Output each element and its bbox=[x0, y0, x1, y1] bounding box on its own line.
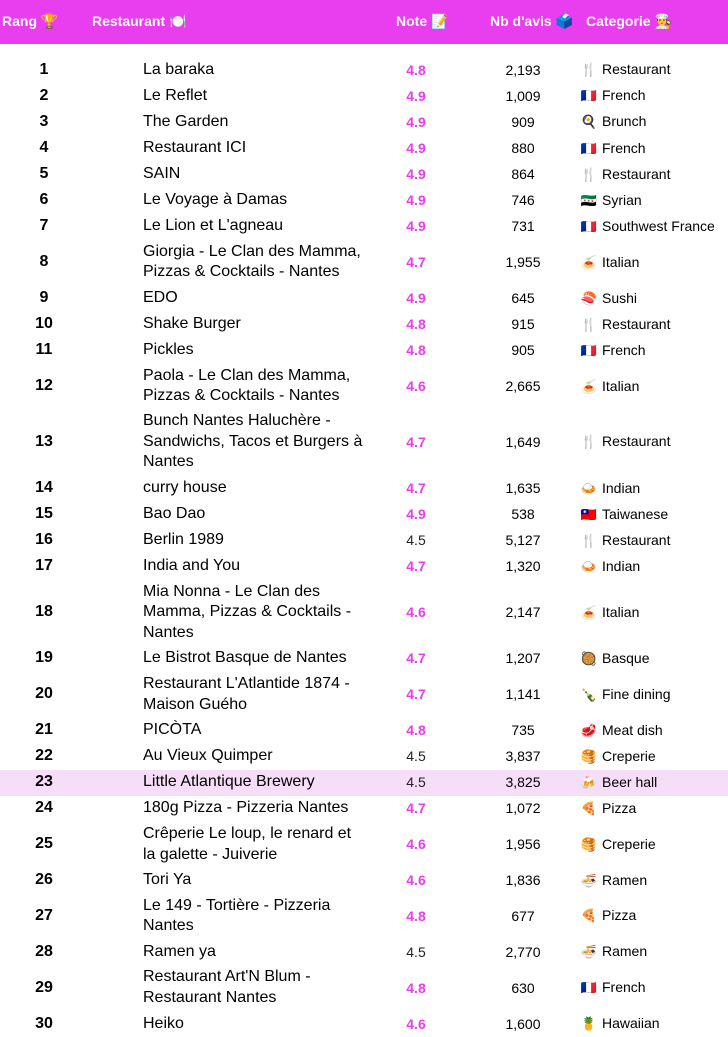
category-cell bbox=[580, 527, 728, 553]
rank-cell bbox=[0, 743, 88, 769]
table-row[interactable] bbox=[0, 822, 728, 868]
header-note[interactable]: Note 📝 bbox=[396, 13, 449, 29]
review-count: 1,955 bbox=[505, 254, 541, 271]
header-categorie[interactable]: Categorie 👨‍🍳 bbox=[586, 13, 672, 29]
restaurant-name: Bao Dao bbox=[143, 505, 206, 523]
header-restaurant[interactable]: Restaurant 🍽️ bbox=[92, 13, 187, 29]
category-icon: 🍴 bbox=[580, 434, 598, 450]
rank-cell bbox=[0, 646, 88, 672]
rank-value: 16 bbox=[35, 531, 53, 549]
rank-value: 30 bbox=[35, 1014, 53, 1032]
header-avis[interactable]: Nb d'avis 🗳️ bbox=[490, 13, 574, 29]
note-value: 4.8 bbox=[406, 342, 426, 359]
rank-cell bbox=[0, 337, 88, 363]
category-icon: 🍾 bbox=[580, 686, 598, 702]
category-cell bbox=[580, 822, 728, 868]
header-rang[interactable]: Rang 🏆 bbox=[2, 13, 59, 29]
review-count: 630 bbox=[511, 979, 535, 996]
category-label: Restaurant bbox=[602, 531, 671, 548]
review-count: 1,207 bbox=[505, 650, 541, 667]
restaurant-name: India and You bbox=[143, 557, 240, 575]
restaurant-name: curry house bbox=[143, 479, 227, 497]
table-row[interactable] bbox=[0, 57, 728, 83]
table-row[interactable] bbox=[0, 867, 728, 893]
table-row[interactable] bbox=[0, 743, 728, 769]
review-count: 3,837 bbox=[505, 748, 541, 765]
table-row[interactable] bbox=[0, 311, 728, 337]
review-count: 1,836 bbox=[505, 872, 541, 889]
rank-value: 7 bbox=[39, 217, 49, 235]
note-value: 4.7 bbox=[406, 480, 426, 497]
rank-cell bbox=[0, 109, 88, 135]
category-icon: 🍻 bbox=[580, 774, 598, 790]
category-icon: 🍝 bbox=[580, 378, 598, 394]
restaurant-name: Restaurant ICI bbox=[143, 139, 247, 157]
category-icon: 🇫🇷 bbox=[580, 218, 598, 234]
restaurant-name: Giorgia - Le Clan des Mamma, Pizzas & Cocktails - Nantes bbox=[143, 242, 361, 281]
category-label: French bbox=[602, 341, 646, 358]
category-icon: 🇫🇷 bbox=[580, 342, 598, 358]
note-value: 4.9 bbox=[406, 166, 426, 183]
note-value: 4.9 bbox=[406, 506, 426, 523]
category-cell bbox=[580, 311, 728, 337]
restaurant-name: EDO bbox=[143, 289, 178, 307]
rank-value: 15 bbox=[35, 505, 53, 523]
rank-value: 24 bbox=[35, 799, 53, 817]
category-label: Sushi bbox=[602, 289, 638, 306]
category-label: Italian bbox=[602, 603, 640, 620]
rank-cell bbox=[0, 672, 88, 718]
category-cell bbox=[580, 743, 728, 769]
category-cell bbox=[580, 409, 728, 475]
category-icon: 🍍 bbox=[580, 1016, 598, 1032]
rank-value: 11 bbox=[35, 341, 53, 359]
restaurant-name: Paola - Le Clan des Mamma, Pizzas & Cocktails - Nantes bbox=[143, 366, 351, 405]
review-count: 915 bbox=[511, 316, 535, 333]
category-cell bbox=[580, 770, 728, 796]
restaurant-name: Bunch Nantes Haluchère - Sandwichs, Tacos et Burgers à Nantes bbox=[143, 412, 363, 471]
note-value: 4.9 bbox=[406, 113, 426, 130]
rank-value: 14 bbox=[35, 479, 53, 497]
rank-value: 28 bbox=[35, 942, 53, 960]
restaurant-name: SAIN bbox=[143, 165, 181, 183]
table-row[interactable] bbox=[0, 337, 728, 363]
category-label: Indian bbox=[602, 557, 641, 574]
table-row[interactable] bbox=[0, 501, 728, 527]
restaurant-name: La baraka bbox=[143, 60, 215, 78]
rank-value: 23 bbox=[35, 773, 53, 791]
category-label: Syrian bbox=[602, 191, 642, 208]
category-icon: 🍴 bbox=[580, 62, 598, 78]
table-row[interactable] bbox=[0, 646, 728, 672]
note-value: 4.5 bbox=[406, 943, 426, 960]
rank-value: 12 bbox=[35, 377, 53, 395]
restaurant-name: PICÒTA bbox=[143, 721, 202, 739]
restaurant-name: Au Vieux Quimper bbox=[143, 747, 273, 765]
category-cell bbox=[580, 187, 728, 213]
rank-cell bbox=[0, 501, 88, 527]
table-row[interactable] bbox=[0, 717, 728, 743]
note-value: 4.5 bbox=[366, 770, 466, 796]
category-label: Creperie bbox=[602, 835, 656, 852]
note-value: 4.7 bbox=[406, 650, 426, 667]
note-value: 4.6 bbox=[406, 604, 426, 621]
rank-cell bbox=[0, 580, 88, 646]
rank-cell bbox=[0, 475, 88, 501]
rank-cell bbox=[0, 285, 88, 311]
table-header bbox=[0, 0, 728, 44]
category-cell bbox=[580, 214, 728, 240]
rank-value: 17 bbox=[35, 557, 53, 575]
rank-value: 6 bbox=[39, 191, 49, 209]
category-label: Restaurant bbox=[602, 61, 671, 78]
table-row[interactable] bbox=[0, 580, 728, 646]
category-icon: 🇹🇼 bbox=[580, 506, 598, 522]
category-cell bbox=[580, 867, 728, 893]
category-icon: 🇫🇷 bbox=[580, 88, 598, 104]
note-value: 4.7 bbox=[406, 254, 426, 271]
note-value: 4.7 bbox=[406, 558, 426, 575]
note-value: 4.7 bbox=[406, 800, 426, 817]
category-label: Brunch bbox=[602, 113, 647, 130]
category-cell bbox=[580, 337, 728, 363]
category-icon: 🍝 bbox=[580, 254, 598, 270]
rank-cell bbox=[0, 409, 88, 475]
category-cell bbox=[580, 965, 728, 1011]
rank-cell bbox=[0, 83, 88, 109]
review-count: 909 bbox=[511, 113, 535, 130]
category-icon: 🍛 bbox=[580, 558, 598, 574]
review-count: 905 bbox=[511, 342, 535, 359]
table-row[interactable] bbox=[0, 364, 728, 410]
rank-value: 29 bbox=[35, 978, 53, 996]
rank-value: 4 bbox=[39, 139, 49, 157]
restaurant-name: Crêperie Le loup, le renard et la galette - Juiverie bbox=[143, 825, 352, 863]
review-count: 677 bbox=[511, 907, 535, 924]
note-value: 4.7 bbox=[406, 686, 426, 703]
note-value: 4.9 bbox=[406, 218, 426, 235]
category-cell bbox=[580, 501, 728, 527]
note-value: 4.5 bbox=[406, 748, 426, 765]
rank-cell bbox=[0, 57, 88, 83]
review-count: 5,127 bbox=[505, 532, 541, 549]
restaurant-name: Berlin 1989 bbox=[143, 531, 224, 549]
category-label: Taiwanese bbox=[602, 505, 669, 522]
category-cell bbox=[580, 475, 728, 501]
ranking-table bbox=[0, 57, 728, 1037]
category-label: Restaurant bbox=[602, 433, 671, 450]
category-icon: 🇫🇷 bbox=[580, 140, 598, 156]
category-cell bbox=[580, 135, 728, 161]
restaurant-name: Le Reflet bbox=[143, 86, 208, 104]
review-count: 2,193 bbox=[505, 61, 541, 78]
note-value: 4.9 bbox=[406, 140, 426, 157]
rank-value: 25 bbox=[35, 835, 53, 853]
restaurant-name: 180g Pizza - Pizzeria Nantes bbox=[143, 799, 349, 817]
note-value: 4.8 bbox=[406, 61, 426, 78]
rank-cell bbox=[0, 187, 88, 213]
review-count: 880 bbox=[511, 140, 535, 157]
note-value: 4.6 bbox=[406, 872, 426, 889]
review-count: 735 bbox=[511, 722, 535, 739]
category-cell bbox=[580, 285, 728, 311]
review-count: 1,141 bbox=[505, 686, 541, 703]
rank-cell bbox=[0, 939, 88, 965]
rank-value: 26 bbox=[35, 871, 53, 889]
category-icon: 🥞 bbox=[580, 748, 598, 764]
rank-cell bbox=[0, 867, 88, 893]
table-row[interactable] bbox=[0, 672, 728, 718]
category-label: Indian bbox=[602, 479, 641, 496]
restaurant-name: Tori Ya bbox=[143, 871, 192, 889]
table-row[interactable] bbox=[0, 135, 728, 161]
rank-value: 13 bbox=[35, 432, 53, 450]
review-count: 1,009 bbox=[505, 87, 541, 104]
restaurant-name: Le Voyage à Damas bbox=[143, 191, 288, 209]
table-row[interactable] bbox=[0, 214, 728, 240]
category-icon: 🍝 bbox=[580, 604, 598, 620]
category-cell bbox=[580, 364, 728, 410]
category-icon: 🥩 bbox=[580, 722, 598, 738]
review-count: 2,147 bbox=[505, 604, 541, 621]
review-count: 3,825 bbox=[466, 770, 580, 796]
category-label: Italian bbox=[602, 377, 640, 394]
note-value: 4.5 bbox=[406, 532, 426, 549]
rank-cell bbox=[0, 965, 88, 1011]
rank-value: 18 bbox=[35, 603, 53, 621]
note-value: 4.9 bbox=[406, 87, 426, 104]
note-value: 4.6 bbox=[406, 1015, 426, 1032]
category-label: Ramen bbox=[602, 943, 648, 960]
category-cell bbox=[580, 57, 728, 83]
rank-value: 19 bbox=[35, 649, 53, 667]
rank-cell bbox=[0, 717, 88, 743]
rank-cell bbox=[0, 893, 88, 939]
review-count: 1,956 bbox=[505, 836, 541, 853]
category-cell bbox=[580, 554, 728, 580]
table-row[interactable] bbox=[0, 161, 728, 187]
rank-value: 10 bbox=[35, 315, 53, 333]
category-icon: 🍴 bbox=[580, 316, 598, 332]
category-cell bbox=[580, 240, 728, 286]
category-label: Pizza bbox=[602, 907, 637, 924]
category-label: Restaurant bbox=[602, 165, 671, 182]
category-cell bbox=[580, 893, 728, 939]
table-row[interactable] bbox=[0, 965, 728, 1011]
table-row[interactable] bbox=[0, 796, 728, 822]
category-icon: 🍜 bbox=[580, 872, 598, 888]
review-count: 864 bbox=[511, 166, 535, 183]
rank-cell bbox=[0, 311, 88, 337]
note-value: 4.8 bbox=[406, 907, 426, 924]
category-icon: 🍳 bbox=[580, 114, 598, 130]
category-label: Hawaiian bbox=[602, 1015, 660, 1032]
note-value: 4.8 bbox=[406, 722, 426, 739]
restaurant-name: Restaurant L'Atlantide 1874 - Maison Guého bbox=[143, 675, 350, 713]
table-row[interactable] bbox=[0, 285, 728, 311]
category-icon: 🇫🇷 bbox=[580, 980, 598, 996]
review-count: 731 bbox=[511, 218, 535, 235]
review-count: 2,770 bbox=[505, 943, 541, 960]
table-row[interactable] bbox=[0, 409, 728, 475]
rank-value: 2 bbox=[39, 86, 49, 104]
rank-value: 22 bbox=[35, 747, 53, 765]
rank-cell bbox=[0, 822, 88, 868]
note-value: 4.8 bbox=[406, 316, 426, 333]
category-label: Restaurant bbox=[602, 315, 671, 332]
category-label: Basque bbox=[602, 649, 650, 666]
category-label: French bbox=[602, 979, 646, 996]
note-value: 4.9 bbox=[406, 290, 426, 307]
note-value: 4.6 bbox=[406, 378, 426, 395]
review-count: 1,072 bbox=[505, 800, 541, 817]
table-row[interactable] bbox=[0, 187, 728, 213]
note-value: 4.9 bbox=[406, 192, 426, 209]
category-icon: 🥞 bbox=[580, 836, 598, 852]
rank-cell bbox=[0, 527, 88, 553]
table-row[interactable] bbox=[0, 83, 728, 109]
table-row[interactable] bbox=[0, 554, 728, 580]
restaurant-name: Little Atlantique Brewery bbox=[88, 770, 366, 796]
category-label: Italian bbox=[602, 253, 640, 270]
category-cell bbox=[580, 796, 728, 822]
note-value: 4.7 bbox=[406, 433, 426, 450]
category-label: French bbox=[602, 139, 646, 156]
restaurant-name: Le Lion et L'agneau bbox=[143, 217, 284, 235]
review-count: 1,635 bbox=[505, 480, 541, 497]
table-row[interactable] bbox=[0, 240, 728, 286]
category-cell bbox=[580, 580, 728, 646]
category-icon: 🍜 bbox=[580, 944, 598, 960]
restaurant-name: Pickles bbox=[143, 341, 194, 359]
rank-value: 8 bbox=[39, 253, 49, 271]
category-label: Meat dish bbox=[602, 721, 663, 738]
category-label: Pizza bbox=[602, 799, 637, 816]
category-icon: 🍕 bbox=[580, 800, 598, 816]
rank-value: 1 bbox=[39, 60, 49, 78]
table-row[interactable] bbox=[0, 527, 728, 553]
rank-value: 5 bbox=[39, 165, 49, 183]
review-count: 746 bbox=[511, 192, 535, 209]
table-row[interactable] bbox=[0, 109, 728, 135]
category-icon: 🍛 bbox=[580, 480, 598, 496]
rank-value: 21 bbox=[35, 721, 53, 739]
rank-value: 9 bbox=[39, 289, 49, 307]
restaurant-name: Mia Nonna - Le Clan des Mamma, Pizzas & Cocktails - Nantes bbox=[143, 582, 352, 641]
table-row[interactable] bbox=[0, 475, 728, 501]
note-value: 4.8 bbox=[406, 979, 426, 996]
review-count: 538 bbox=[511, 506, 535, 523]
rank-cell bbox=[0, 214, 88, 240]
rank-cell bbox=[0, 240, 88, 286]
note-value: 4.6 bbox=[406, 836, 426, 853]
category-icon: 🍴 bbox=[580, 166, 598, 182]
review-count: 2,665 bbox=[505, 378, 541, 395]
category-label: Fine dining bbox=[602, 685, 671, 702]
category-icon: 🍴 bbox=[580, 532, 598, 548]
rank-cell bbox=[0, 364, 88, 410]
table-row[interactable] bbox=[0, 939, 728, 965]
restaurant-name: Le 149 - Tortière - Pizzeria Nantes bbox=[143, 896, 331, 935]
category-cell bbox=[580, 672, 728, 718]
category-cell bbox=[580, 109, 728, 135]
rank-cell bbox=[0, 554, 88, 580]
category-cell bbox=[580, 939, 728, 965]
restaurant-name: Ramen ya bbox=[143, 942, 216, 960]
restaurant-name: The Garden bbox=[143, 112, 229, 130]
review-count: 1,600 bbox=[505, 1015, 541, 1032]
category-cell bbox=[580, 161, 728, 187]
category-icon: 🇸🇾 bbox=[580, 192, 598, 208]
restaurant-name: Shake Burger bbox=[143, 315, 241, 333]
rank-cell bbox=[0, 161, 88, 187]
rank-value: 20 bbox=[35, 685, 53, 703]
category-label: Beer hall bbox=[602, 773, 658, 790]
rank-value: 3 bbox=[39, 112, 49, 130]
restaurant-name: Le Bistrot Basque de Nantes bbox=[143, 649, 347, 667]
category-icon: 🥘 bbox=[580, 650, 598, 666]
review-count: 1,649 bbox=[505, 433, 541, 450]
rank-value: 27 bbox=[35, 906, 53, 924]
category-label: Creperie bbox=[602, 747, 656, 764]
rank-cell bbox=[0, 770, 88, 796]
restaurant-name: Restaurant Art'N Blum - Restaurant Nantes bbox=[143, 968, 311, 1006]
category-label: Southwest France bbox=[602, 217, 715, 234]
category-icon: 🍕 bbox=[580, 908, 598, 924]
rank-cell bbox=[0, 135, 88, 161]
category-label: French bbox=[602, 87, 646, 104]
category-label: Ramen bbox=[602, 871, 648, 888]
category-cell bbox=[580, 83, 728, 109]
review-count: 645 bbox=[511, 290, 535, 307]
table-row[interactable] bbox=[0, 893, 728, 939]
category-icon: 🍣 bbox=[580, 290, 598, 306]
review-count: 1,320 bbox=[505, 558, 541, 575]
rank-cell bbox=[0, 796, 88, 822]
category-cell bbox=[580, 717, 728, 743]
category-cell bbox=[580, 646, 728, 672]
restaurant-name: Heiko bbox=[143, 1014, 184, 1032]
table-row[interactable] bbox=[0, 770, 728, 796]
